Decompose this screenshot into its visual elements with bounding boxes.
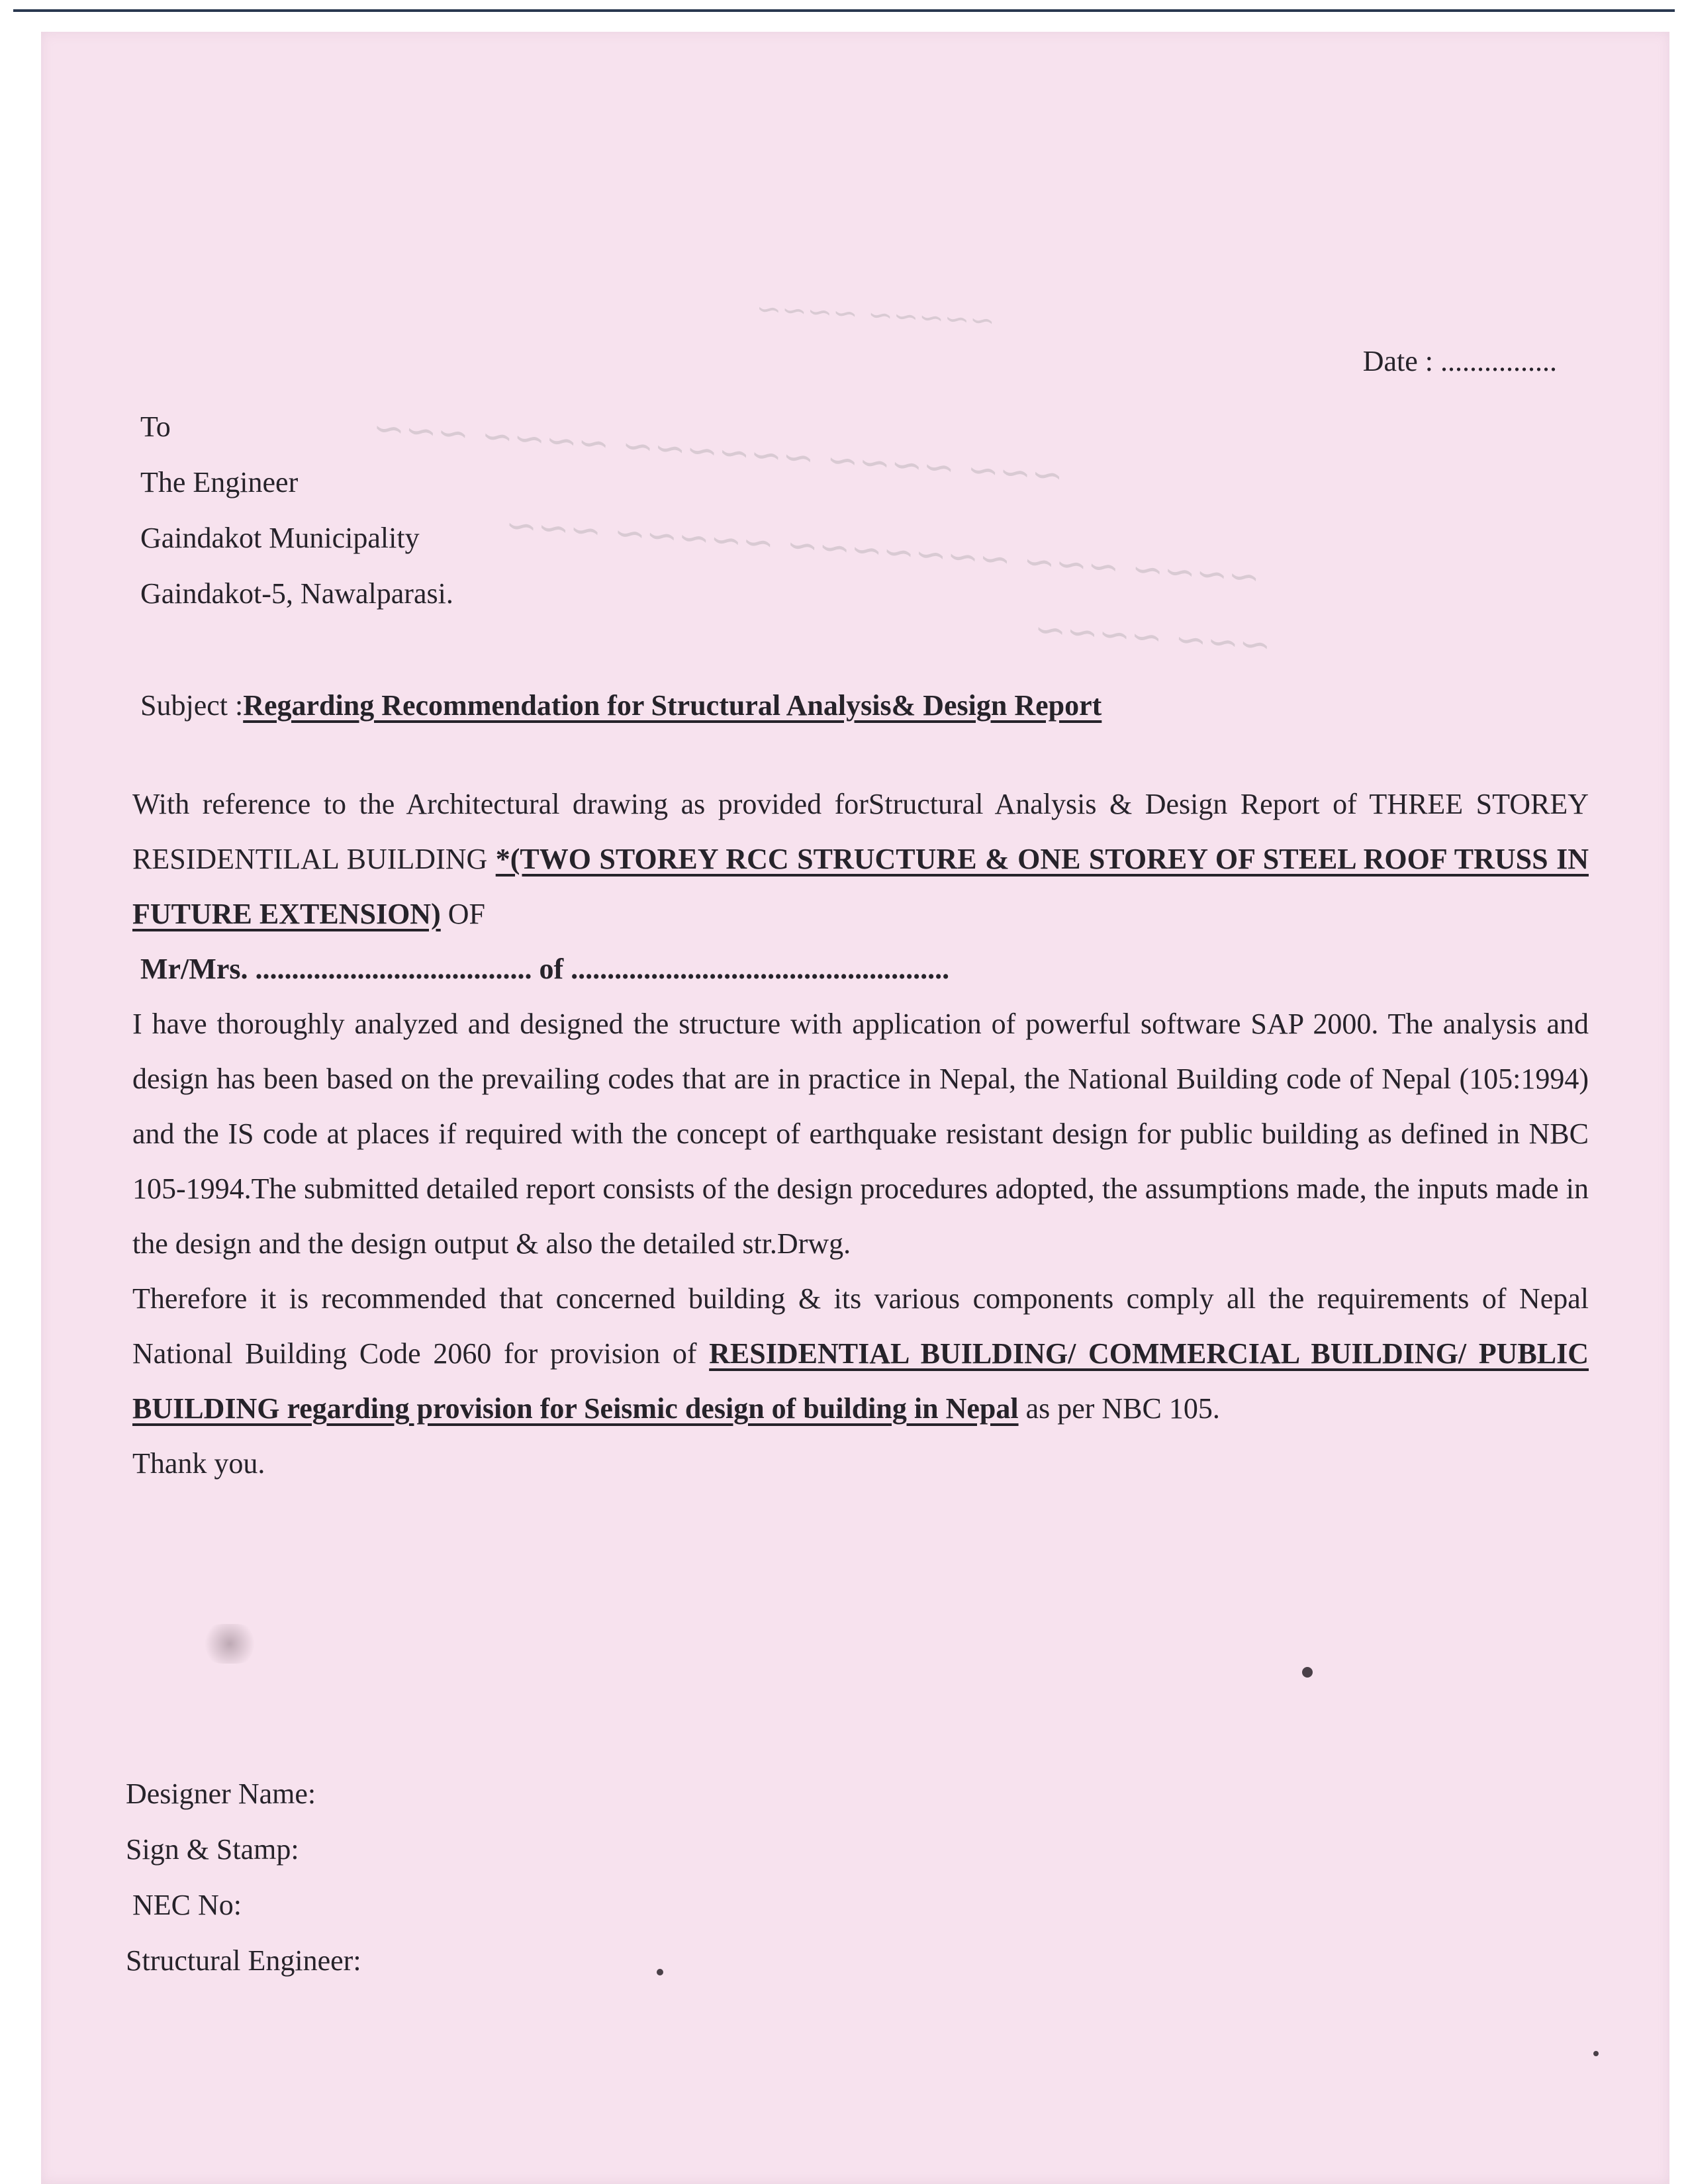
scan-top-edge [13,9,1675,12]
letter-sheet [41,32,1669,2184]
address-line: The Engineer [140,466,299,499]
paragraph-text: as per NBC 105. [1018,1392,1220,1425]
ink-smudge [200,1624,259,1664]
ink-speck [657,1969,663,1975]
analysis-paragraph: I have thoroughly analyzed and designed the structure with application of powerful software SAP 2000. The analysis and design has been based on the prevailing codes that are in practice in Nepal, the National Building code of Nepal (105:1994) and the IS code at places if required with the concept of earthquake resistant design for public building as defined in NBC 105-1994.The submitted detailed report consists of the design procedures adopted, the assumptions made, the inputs made in the design and the design output & also the detailed str.Drwg. [132,1008,1589,1260]
building-type-emphasis: RESIDENTIAL BUILDING/ COMMERCIAL BUILDING/ PUBLIC BUILDING regarding provision for Seismic design of building in Nepal [132,1337,1589,1425]
structural-engineer-label: Structural Engineer: [126,1944,361,1977]
address-to: To [140,410,171,443]
nec-no-label: NEC No: [132,1889,242,1921]
recommendation-paragraph [132,1271,1589,1436]
recipient-address [140,399,453,622]
reference-paragraph [132,777,1589,941]
sign-stamp-label: Sign & Stamp: [126,1833,299,1866]
subject-label: Subject : [140,689,244,722]
bleed-through-handwriting: ∼∼∼∼ ∼∼∼ ∼∼∼∼∼∼∼ ∼∼∼∼∼ ∼∼∼ [504,502,1262,600]
structure-emphasis: *(TWO STOREY RCC STRUCTURE & ONE STOREY OF STEEL ROOF TRUSS IN FUTURE EXTENSION) [132,843,1589,930]
closing-thanks: Thank you. [132,1447,265,1480]
paragraph-text: Therefore it is recommended that concerned building & its various components comply all the requirements of Nepal National Building Code 2060 for provision of [132,1282,1589,1370]
address-line: Gaindakot Municipality [140,522,420,554]
bleed-through-handwriting: ∼∼∼ ∼∼∼∼ ∼∼∼∼∼∼ ∼∼∼∼ ∼∼∼ [371,404,1065,499]
ink-speck [1593,2051,1599,2056]
ink-speck [1302,1667,1313,1678]
paragraph-text: OF [440,898,485,930]
address-line: Gaindakot-5, Nawalparasi. [140,577,453,610]
paragraph-text: With reference to the Architectural drawing as provided forStructural Analysis & Design Report of THREE STOREY RESIDENTILAL BUILDING [132,788,1589,875]
subject-text: Regarding Recommendation for Structural Analysis& Design Report [243,689,1102,722]
letter-body [132,777,1589,1491]
signature-block [126,1766,361,1989]
bleed-through-handwriting: ∼∼∼∼∼ ∼∼∼∼ [755,290,996,339]
owner-line: Mr/Mrs. ...................................... of .................................................... [140,953,950,985]
bleed-through-handwriting: ∼∼∼ ∼∼∼∼ [1033,606,1273,668]
designer-name-label: Designer Name: [126,1778,316,1810]
subject-line [140,688,1102,722]
date-line: Date : ................ [1362,345,1557,377]
